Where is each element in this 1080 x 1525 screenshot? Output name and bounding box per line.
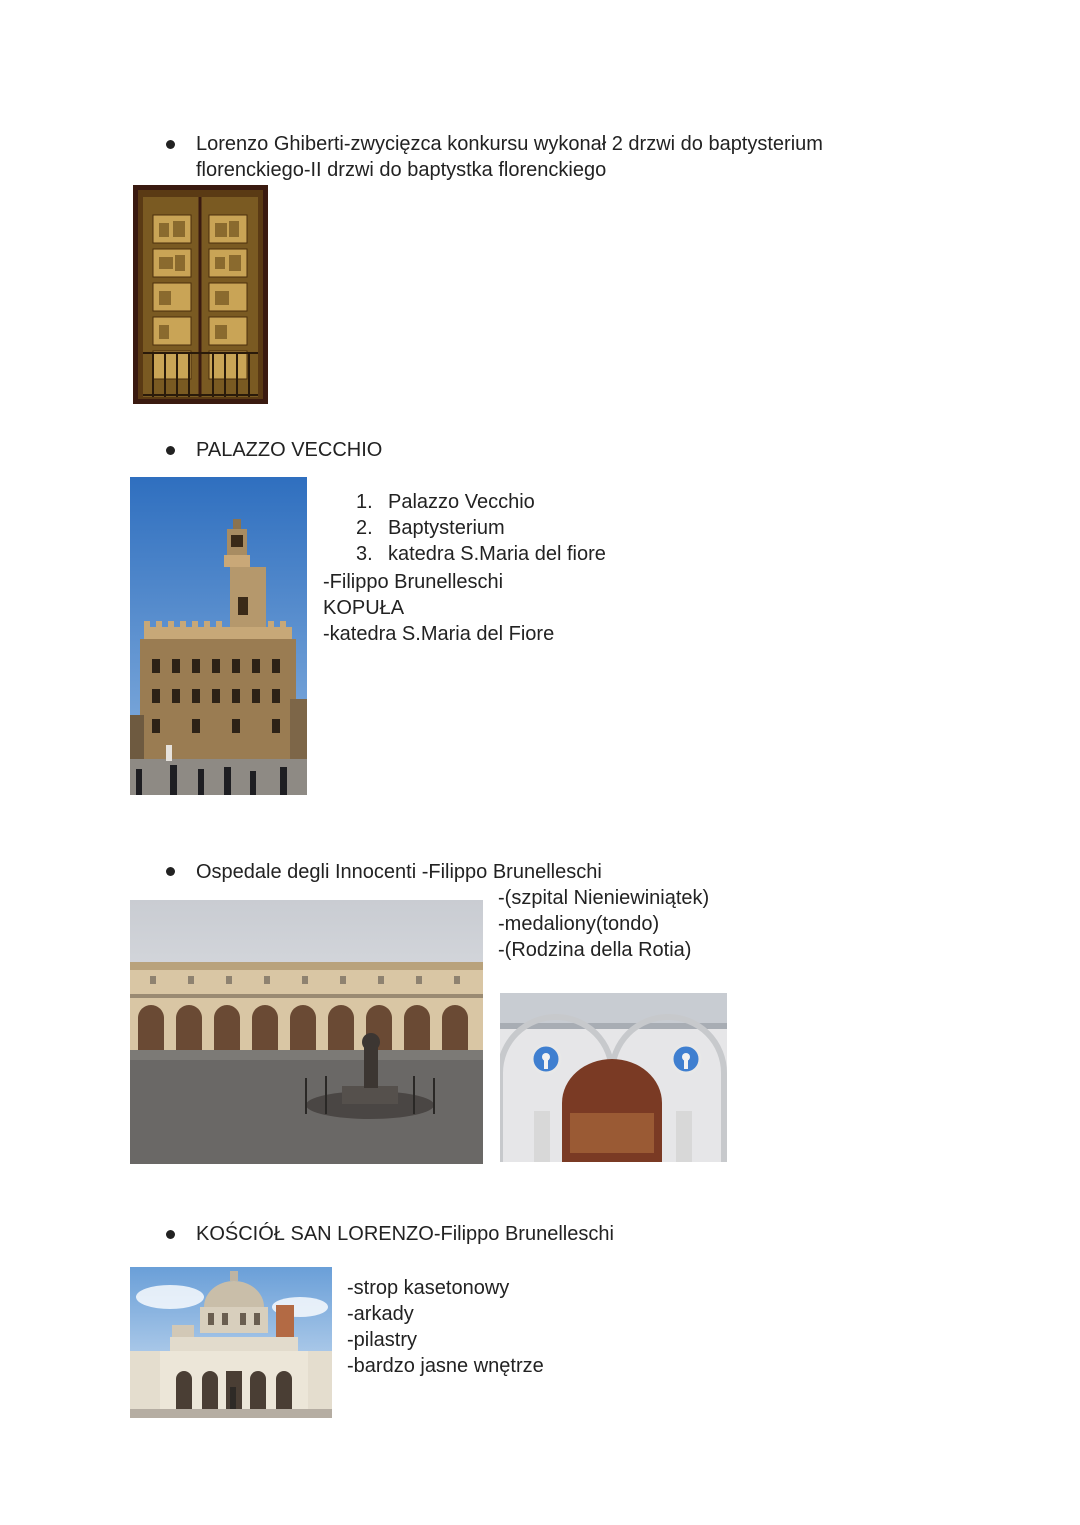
list-item: 1. Palazzo Vecchio — [356, 491, 535, 513]
baptistery-doors-image — [133, 185, 268, 404]
list-item: 2. Baptysterium — [356, 517, 505, 539]
ospedale-tondo-image — [500, 993, 727, 1162]
ospedale-piazza-image — [130, 900, 483, 1164]
bullet — [166, 867, 175, 876]
san-lorenzo-note-line: -strop kasetonowy — [347, 1277, 510, 1299]
palazzo-note-line: -Filippo Brunelleschi — [323, 571, 504, 593]
list-item: 3. katedra S.Maria del fiore — [356, 543, 606, 565]
san-lorenzo-image — [130, 1267, 332, 1418]
bullet — [166, 140, 175, 149]
ghiberti-text-line-1: Lorenzo Ghiberti-zwycięzca konkursu wykonał 2 drzwi do baptysterium — [196, 133, 823, 155]
bullet — [166, 1230, 175, 1239]
ospedale-note-line: -(szpital Nieniewiniątek) — [498, 887, 710, 909]
palazzo-numbered-list — [356, 489, 606, 567]
san-lorenzo-note-line: -pilastry — [347, 1329, 418, 1351]
palazzo-note-line: KOPUŁA — [323, 597, 405, 619]
san-lorenzo-note-line: -arkady — [347, 1303, 414, 1325]
palazzo-note-line: -katedra S.Maria del Fiore — [323, 623, 555, 645]
ospedale-note-line: -medaliony(tondo) — [498, 913, 660, 935]
ghiberti-text-line-2: florenckiego-II drzwi do baptystka florenckiego — [196, 159, 607, 181]
palazzo-vecchio-heading: PALAZZO VECCHIO — [196, 439, 383, 461]
palazzo-vecchio-image — [130, 477, 307, 795]
ospedale-note-line: -(Rodzina della Rotia) — [498, 939, 692, 961]
san-lorenzo-note-line: -bardzo jasne wnętrze — [347, 1355, 544, 1377]
san-lorenzo-heading: KOŚCIÓŁ SAN LORENZO-Filippo Brunelleschi — [196, 1223, 614, 1245]
ospedale-heading: Ospedale degli Innocenti -Filippo Brunelleschi — [196, 861, 602, 883]
bullet — [166, 446, 175, 455]
